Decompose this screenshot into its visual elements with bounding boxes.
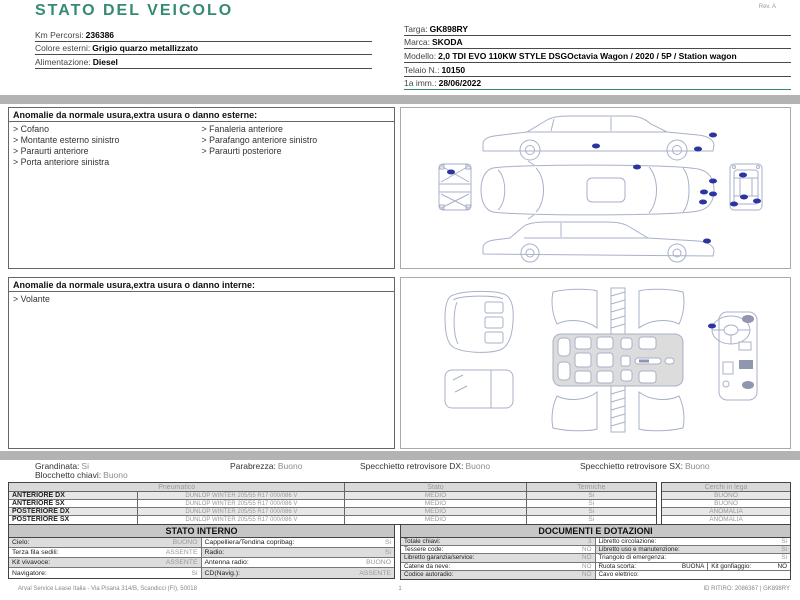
interior-anomalies-col1 [13, 294, 202, 305]
damage-marker [740, 195, 748, 200]
summary-specchietto-dx [360, 461, 490, 471]
cerchi-table [661, 482, 791, 525]
table-row [401, 563, 790, 571]
kv-value: NO [777, 562, 787, 570]
summary-blocchetto-chiavi [35, 470, 128, 480]
tyre-termiche: Si [588, 516, 595, 523]
tyre-spec: DUNLOP WINTER 205/55 R17 000/086 V [138, 516, 345, 524]
kv-label: Tessere code: [404, 546, 444, 554]
table-row [9, 508, 656, 516]
kv-cell [401, 571, 596, 579]
interior-damage-markers [708, 324, 716, 329]
field-marca [404, 36, 791, 50]
field-prima-immatricolazione [404, 77, 791, 91]
kv-label: Cavo elettrico: [598, 571, 639, 579]
kv-cell [202, 568, 395, 578]
kv-label: Triangolo di emergenza: [598, 554, 667, 562]
kv-label: Ruota scorta: [598, 562, 636, 570]
field-value: 2,0 TDI EVO 110KW STYLE DSGOctavia Wagon / 2020 / 5P / Station wagon [438, 50, 737, 61]
summary-value: Buono [103, 470, 128, 480]
field-label: Colore esterni: [35, 43, 91, 54]
kv-value: NO [582, 546, 592, 554]
stato-interno-section [8, 524, 395, 579]
field-km-percorsi [35, 28, 372, 42]
kv-cell [596, 538, 791, 545]
field-value: Grigio quarzo metallizzato [92, 43, 199, 54]
tyre-stato: MEDIO [345, 516, 526, 524]
table-row: BUONO [662, 492, 790, 500]
field-modello [404, 49, 791, 63]
kv-value: ASSENTE [165, 559, 198, 566]
field-value: SKODA [431, 37, 463, 48]
tyre-termiche: Si [588, 500, 595, 507]
kv-cell [596, 571, 791, 579]
table-row: ANOMALIA [709, 516, 743, 523]
kv-value: ASSENTE [359, 569, 391, 577]
field-label: Targa: [404, 23, 428, 34]
interior-car-diagram [401, 278, 790, 448]
footer-company-address: Arval Service Lease Italia - Via Pisana 314/B, Scandicci (FI), 50018 [18, 586, 197, 592]
exterior-damage-diagram-panel [400, 107, 791, 269]
table-row [401, 546, 790, 554]
summary-value: Buono [277, 461, 303, 471]
kv-cell [401, 546, 596, 553]
field-value: 236386 [85, 29, 115, 40]
kv-label: Kit gonfiaggio: [711, 562, 752, 570]
kv-label: Radio: [204, 549, 225, 556]
footer-document-id: ID RITIRO: 2086367 | GK898RY [703, 586, 790, 592]
field-alimentazione [35, 55, 372, 69]
damage-marker [447, 170, 455, 175]
field-value: 28/06/2022 [438, 78, 482, 89]
field-colore-esterni [35, 42, 372, 56]
table-row [9, 516, 656, 524]
tyre-spec: DUNLOP WINTER 205/55 R17 000/086 V [138, 508, 345, 515]
damage-marker [730, 202, 738, 207]
field-label: 1a imm.: [404, 78, 437, 89]
tyre-position: POSTERIORE SX [9, 516, 138, 524]
exterior-anomalies-panel [8, 107, 395, 269]
summary-label: Parabrezza: [230, 461, 276, 471]
kv-label: Libretto uso e manutenzione: [598, 546, 680, 554]
table-row [9, 492, 656, 500]
kv-label: Libretto garanzia/service: [404, 554, 475, 562]
kv-cell [708, 563, 790, 570]
kv-value: BUONA [681, 562, 705, 570]
tyre-spec: DUNLOP WINTER 205/55 R17 000/086 V [138, 492, 345, 499]
anomaly-item: > Montante esterno sinistro [13, 135, 202, 146]
summary-label: Specchietto retrovisore SX: [580, 461, 683, 471]
exterior-car-diagram [401, 108, 790, 268]
kv-label: Catene da neve: [404, 562, 451, 570]
damage-marker [709, 133, 717, 138]
kv-cell [202, 558, 395, 567]
kv-cell [9, 538, 202, 547]
kv-value: BUONO [172, 539, 198, 546]
kv-label: Totale chiavi: [404, 538, 441, 546]
anomaly-item: > Paraurti anteriore [13, 146, 202, 157]
damage-marker [703, 239, 711, 244]
summary-value: Si [81, 461, 89, 471]
interior-anomalies-list [9, 292, 394, 307]
damage-marker [694, 147, 702, 152]
kv-value: ASSENTE [165, 549, 198, 556]
anomaly-item: > Parafango anteriore sinistro [202, 135, 391, 146]
summary-label: Grandinata: [35, 461, 80, 471]
tyre-table [8, 482, 657, 525]
table-row: BUONO [662, 500, 790, 508]
tyre-termiche: Si [588, 508, 595, 515]
summary-specchietto-sx [580, 461, 710, 471]
interior-anomalies-header: Anomalie da normale usura,extra usura o danno interne: [9, 278, 394, 292]
kv-label: Antenna radio: [204, 559, 249, 566]
field-label: Telaio N.: [404, 64, 440, 75]
kv-cell [596, 563, 709, 570]
kv-cell [202, 548, 395, 557]
vehicle-right-fields [404, 22, 791, 90]
summary-value: Buono [465, 461, 491, 471]
damage-marker [709, 179, 717, 184]
tyre-stato: MEDIO [345, 508, 526, 515]
kv-value: Si [781, 538, 787, 546]
damage-marker [708, 324, 716, 329]
interior-damage-diagram-panel [400, 277, 791, 449]
anomaly-item: > Fanaleria anteriore [202, 124, 391, 135]
field-label: Km Percorsi: [35, 29, 84, 40]
section-title: DOCUMENTI E DOTAZIONI [401, 525, 790, 538]
footer-page-number: 1 [398, 586, 402, 592]
kv-value: Si [191, 569, 198, 577]
tyre-stato: MEDIO [345, 500, 526, 507]
table-row: ANOMALIA [662, 508, 790, 516]
table-row [401, 571, 790, 579]
table-row [9, 500, 656, 508]
damage-marker [633, 165, 641, 170]
kv-label: Cappelliera/Tendina copribag: [204, 539, 295, 546]
kv-label: Navigatore: [12, 569, 47, 577]
interior-anomalies-panel [8, 277, 395, 449]
kv-value: 3 [587, 538, 592, 546]
tyre-position: POSTERIORE DX [9, 508, 138, 515]
kv-value: Si [384, 539, 391, 546]
kv-label: Libretto circolazione: [598, 538, 657, 546]
damage-marker [753, 199, 761, 204]
kv-value: Si [781, 546, 787, 554]
exterior-anomalies-list [9, 122, 394, 170]
tyre-termiche: Si [588, 492, 595, 499]
field-value: Diesel [92, 56, 118, 67]
damage-marker [699, 200, 707, 205]
kv-label: Kit vivavoce: [12, 559, 51, 566]
kv-value: NO [582, 562, 592, 570]
anomaly-item: > Volante [13, 294, 202, 305]
tyre-position: ANTERIORE SX [9, 500, 138, 507]
column-header-pneumatico: Pneumatico [9, 483, 345, 491]
damage-marker [709, 192, 717, 197]
field-targa [404, 22, 791, 36]
kv-cell [596, 546, 791, 553]
column-header-stato: Stato [345, 483, 526, 491]
kv-value: NO [582, 554, 592, 562]
page-title: STATO DEL VEICOLO [35, 2, 234, 19]
damage-marker [700, 190, 708, 195]
kv-label: Cielo: [12, 539, 30, 546]
table-row [401, 554, 790, 562]
kv-cell [9, 548, 202, 557]
tyre-stato: MEDIO [345, 492, 526, 499]
kv-cell [202, 538, 395, 547]
kv-cell [596, 554, 791, 561]
table-row [9, 548, 394, 558]
table-row [401, 538, 790, 546]
tyre-position: ANTERIORE DX [9, 492, 138, 499]
exterior-anomalies-header: Anomalie da normale usura,extra usura o danno esterne: [9, 108, 394, 122]
tyre-spec: DUNLOP WINTER 205/55 R17 000/086 V [138, 500, 345, 507]
kv-label: Terza fila sedili: [12, 549, 59, 556]
anomaly-item: > Porta anteriore sinistra [13, 157, 202, 168]
summary-parabrezza [230, 461, 302, 471]
vehicle-left-fields [35, 28, 372, 69]
field-label: Modello: [404, 50, 437, 61]
kv-cell [9, 558, 202, 567]
summary-label: Blocchetto chiavi: [35, 470, 102, 480]
tyre-table-header [9, 483, 656, 492]
section-title: STATO INTERNO [9, 525, 394, 538]
kv-label: Codice autoradio: [404, 571, 454, 579]
summary-value: Buono [685, 461, 710, 471]
anomaly-item: > Cofano [13, 124, 202, 135]
field-label: Marca: [404, 37, 430, 48]
table-row [9, 558, 394, 568]
damage-marker [592, 144, 600, 149]
kv-cell [401, 554, 596, 561]
kv-cell [401, 563, 596, 570]
field-value: GK898RY [429, 23, 469, 34]
kv-value: Si [384, 549, 391, 556]
section-divider-bar [0, 451, 800, 460]
field-telaio [404, 63, 791, 77]
kv-cell-split [596, 563, 791, 570]
anomaly-item: > Paraurti posteriore [202, 146, 391, 157]
section-divider-bar [0, 95, 800, 104]
kv-cell [9, 568, 202, 578]
summary-label: Specchietto retrovisore DX: [360, 461, 464, 471]
kv-value: Si [781, 554, 787, 562]
field-label: Alimentazione: [35, 56, 91, 67]
kv-cell [401, 538, 596, 545]
documenti-dotazioni-section [400, 524, 791, 580]
kv-label: CD(Navig.): [204, 569, 240, 577]
column-header-termiche: Termiche [577, 484, 606, 491]
kv-value: NO [582, 571, 592, 579]
kv-value: BUONO [366, 559, 391, 566]
exterior-anomalies-col2 [202, 124, 391, 168]
table-row [9, 538, 394, 548]
revision-label: Rev. A [758, 4, 776, 10]
column-header-cerchi: Cerchi in lega [662, 483, 790, 492]
field-value: 10150 [441, 64, 466, 75]
damage-marker [739, 173, 747, 178]
table-row [9, 568, 394, 578]
exterior-anomalies-col1 [13, 124, 202, 168]
